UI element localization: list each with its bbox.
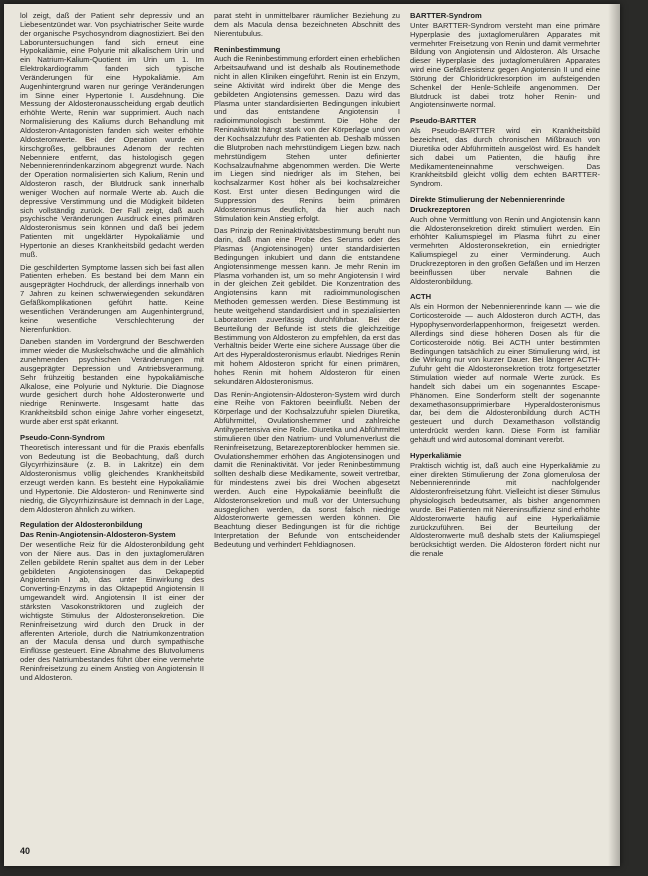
book-page [4, 4, 620, 866]
paragraph: Als ein Hormon der Nebennierenrinde kann — wie die Corticosteroide — auch Aldosteron durch ACTH, das Hypophysenvorderlappenhormon, freigesetzt werden. Allerdings sind diese höheren Dosen als für die Corticosteroide nötig. Bei ACTH unter bestimmten Bedingungen tatsächlich zu einer Stimulierung wird, ist die Wirkung nur von kurzer Dauer. Bei längerer ACTH-Zufuhr geht die Aldosteronsekretion trotz fortgesetzter Stimulation wieder auf normale Werte zurück. Es handelt sich dabei um ein sogenanntes Escape-Phänomen. Eine Sonderform stellt der sogenannte dexamethasonsupprimierbare Hyperaldosteronismus dar, bei dem die Aldosteronbildung durch ACTH gesteuert und durch Dexamethason vollständig unterdrückt werden kann. Diese Form ist familiär gehäuft und wird autosomal dominant vererbt. [410, 302, 600, 444]
paragraph: Auch die Reninbestimmung erfordert einen erheblichen Arbeitsaufwand und ist deshalb als Routinemethode nicht in allen Kliniken eingeführt. Renin ist ein Enzym, seine Aktivität wird indirekt über die Menge des gebildeten Angiotensins gemessen. Dazu wird das Plasma unter standardisierten Bedingungen inkubiert und das entstandene Angiotensin I radioimmunologisch bestimmt. Die Höhe der Reninaktivität hängt stark von der Körperlage und von der Kochsalzzufuhr des Patienten ab. Deshalb müssen die Blutproben nach mehrstündigem Liegen bzw. nach mehrstündigem Stehen unter definierter Kochsalzaufnahme abgenommen werden. Die Werte im Liegen sind niedriger als im Stehen, bei kochsalzarmer Kost höher als bei kochsalzreicher Kost. Erst unter diesen Bedingungen wird die Suppression des Renins beim primären Aldosteronismus deutlich, da hier auch nach Stimulation kein Anstieg erfolgt. [214, 54, 400, 223]
paragraph: Das Renin-Angiotensin-Aldosteron-System wird durch eine Reihe von Faktoren beeinflußt. Neben der Körperlage und der Kochsalzzufuhr spielen Diuretika, Abführmittel, Ovulationshemmer und zahlreiche Antihypertensiva eine Rolle. Diuretika und Abführmittel stimulieren über den Natrium- und Volumenverlust die Reninfreisetzung, Betarezeptorenblocker hemmen sie. Ovulationshemmer erhöhen das Angiotensinogen und damit die Reninaktivität. Vor jeder Reninbestimmung sollten deshalb diese Medikamente, soweit vertretbar, für mindestens zwei bis drei Wochen abgesetzt werden. Auch eine Hypokaliämie beeinflußt die Aldosteronsekretion und muß vor der Untersuchung ausgeglichen werden, da sonst falsch niedrige Aldosteronwerte gemessen werden können. Die Beachtung dieser Bedingungen ist für die richtige Interpretation der Befunde von entscheidender Bedeutung und verhindert Fehldiagnosen. [214, 389, 400, 549]
paragraph: Als Pseudo-BARTTER wird ein Krankheitsbild bezeichnet, das durch chronischen Mißbrauch von Diuretika oder Abführmitteln ausgelöst wird. Es handelt sich dabei um Patienten, die häufig ihre Medikamenteneinnahme verschweigen. Das Krankheitsbild gleicht völlig dem echten BARTTER-Syndrom. [410, 126, 600, 189]
subsection-heading: Das Renin-Angiotensin-Aldosteron-System [20, 530, 176, 540]
section-heading-continued: Druckrezeptoren [410, 204, 471, 214]
paragraph: Daneben standen im Vordergrund der Beschwerden immer wieder die Muskelschwäche und die allmählich zunehmenden psychischen Veränderungen mit ausgeprägter Depression und Antriebsverarmung. Sehr frühzeitig bestanden eine hypokaliämische Alkalose, eine Polyurie und Nykturie. Die Diagnose wurde gesichert durch hohe Aldosteronwerte und niedrige Reninwerte. Insgesamt hatte das Krankheitsbild schon einige Jahre vorher eingesetzt, wurde aber erst spät erkannt. [20, 337, 204, 426]
page-number: 40 [20, 846, 31, 856]
paragraph: Der wesentliche Reiz für die Aldosteronbildung geht von der Niere aus. Das in den juxtaglomerulären Zellen gebildete Renin spaltet aus dem in der Leber gebildeten Angiotensinogen das Dekapeptid Angiotensin I ab, das unter Einwirkung des Converting-Enzyms in das Oktapeptid Angiotensin II umgewandelt wird. Angiotensin II ist einer der stärksten Vasokonstriktoren und zugleich der wichtigste Stimulus der Aldosteronsekretion. Die Reninfreisetzung wird durch den Druck in der afferenten Arteriole, durch die Natriumkonzentration an der Macula densa und durch sympathische Einflüsse gesteuert. Eine Abnahme des Blutvolumens oder des Natriumbestandes führt über eine vermehrte Reninfreisetzung zu einem Anstieg von Angiotensin II und Aldosteron. [20, 540, 204, 682]
section-heading: BARTTER-Syndrom [410, 12, 482, 20]
paragraph: Die geschilderten Symptome lassen sich bei fast allen Patienten erheben. Es bestand bei dem Mann ein ausgeprägter Hochdruck, der allerdings innerhalb von 7 Jahren zu keinen schwerwiegenden sekundären Gefäßkomplikationen geführt hatte. Keine wesentlichen Veränderungen am Augenhintergrund, keine wesentliche Verschlechterung der Nierenfunktion. [20, 262, 204, 334]
text-column-left [20, 12, 204, 862]
page-edge-shadow [608, 4, 620, 866]
section-heading: Pseudo-Conn-Syndrom [20, 432, 105, 442]
text-column-right [410, 12, 600, 862]
section-heading: Reninbestimmung [214, 44, 281, 54]
paragraph: parat steht in unmittelbarer räumlicher Beziehung zu dem als Macula densa bezeichneten Abschnitt des Nierentubulus. [214, 12, 400, 38]
section-heading: Hyperkaliämie [410, 450, 462, 460]
paragraph: Auch ohne Vermittlung von Renin und Angiotensin kann die Aldosteronsekretion direkt stimuliert werden. Ein erhöhter Kaliumspiegel im Plasma führt zu einer vermehrten Aldosteronsekretion, ein erniedrigter Kaliumspiegel zu einer Verminderung. Auch Druckrezeptoren in den großen Gefäßen und im Herzen beeinflussen über nervale Bahnen die Aldosteronbildung. [410, 214, 600, 286]
paragraph: Unter BARTTER-Syndrom versteht man eine primäre Hyperplasie des juxtaglomerulären Apparates mit vermehrter Freisetzung von Renin und damit vermehrter Bildung von Angiotensin und Aldosteron. Als Ursache dieser Hyperplasie des juxtaglomerulären Apparates wird eine Gefäßresistenz gegen Angiotensin II und eine Störung der Chloridrückresorption im aufsteigenden Schenkel der Henle-Schleife angenommen. Der Blutdruck ist dabei trotz hoher Renin- und Angiotensinwerte normal. [410, 20, 600, 110]
paragraph: lol zeigt, daß der Patient sehr depressiv und an Liebesentzündet war. Von psychiatrischer Seite wurde der organische Psychosyndrom diagnostiziert. Bei den Laboruntersuchungen fand sich erneut eine Hypokaliämie, eine Polyurie mit alkalischem Urin und ein Natrium-Kalium-Quotient im Urin um 1. Im Elektrokardiogramm fanden sich typische Veränderungen für eine Hypokaliämie. Am Augenhintergrund waren nur geringe Veränderungen im Sinne einer Hypertonie I. Ausdehnung. Die Messung der Aldosteronausscheidung ergab deutlich erhöhte Werte, Renin war supprimiert. Auch nach Normalisierung des Kaliums durch Behandlung mit Aldosteron-Antagonisten fanden sich weiter erhöhte Aldosteronwerte. Bei der Operation wurde ein kirschgroßes, gelbbraunes Adenom der rechten Nebenniere entfernt, das histologisch gegen Nebennierenrindenkarzinom abgegrenzt wurde. Nach der Operation normalisierten sich Kalium, Renin und Aldosteron rasch, der Blutdruck sank innerhalb weniger Wochen auf normale Werte ab. Auch die depressive Verstimmung und die Müdigkeit bildeten sich vollständig zurück. Der Fall zeigt, daß auch psychische Veränderungen Ausdruck eines primären Aldosteronismus sein können und daß bei jedem Patienten mit ungeklärter Hypokaliämie und Hypertonie an dieses Krankheitsbild gedacht werden muß. [20, 12, 204, 259]
section-heading: ACTH [410, 292, 432, 302]
paragraph: Praktisch wichtig ist, daß auch eine Hyperkaliämie zu einer direkten Stimulierung der Zona glomerulosa der Nebennierenrinde mit nachfolgender Aldosteronfreisetzung führt. Vielleicht ist dieser Stimulus physiologisch bedeutsamer, als bisher angenommen wurde. Bei Patienten mit Niereninsuffizienz sind erhöhte Aldosteronwerte häufig auf eine Hyperkaliämie zurückzuführen. Bei der Beurteilung der Aldosteronwerte muß deshalb stets der Kaliumspiegel berücksichtigt werden. Die Aldosteron fördert nicht nur die renale [410, 460, 600, 559]
section-heading: Direkte Stimulierung der Nebennierenrinde [410, 195, 565, 205]
paragraph: Das Prinzip der Reninaktivitätsbestimmung beruht nun darin, daß man eine Probe des Serums oder des Plasmas (Angiotensinogen) unter standardisierten Bedingungen inkubiert und dann die entstandene Angiotensinmenge messen kann. Je mehr Renin im Plasma vorhanden ist, um so mehr Angiotensin I wird in der gleichen Zeit gebildet. Die Konzentration des Angiotensins kann mit radioimmunologischen Methoden gemessen werden. Diese Bestimmung ist heute weitgehend standardisiert und in spezialisierten Laboratorien zuverlässig durchführbar. Bei der Beurteilung der Befunde ist stets die gleichzeitige Bestimmung von Aldosteron zu empfehlen, da erst das Verhältnis beider Werte eine sichere Aussage über die Art des Hyperaldosteronismus erlaubt. Niedriges Renin mit hohem Aldosteron spricht für einen primären, hohes Renin mit hohem Aldosteron für einen sekundären Aldosteronismus. [214, 226, 400, 386]
section-heading: Pseudo-BARTTER [410, 116, 477, 126]
paragraph: Theoretisch interessant und für die Praxis ebenfalls von Bedeutung ist die Beobachtung, daß durch Glycyrrhizinsäure (z. B. in Lakritze) ein dem Aldosteronismus völlig gleichendes Krankheitsbild erzeugt werden kann. Es besteht eine Hypokaliämie und Hypertonie. Die Aldosteron- und Reninwerte sind niedrig, die Glycyrrhizinsäure ist demnach in der Lage, dem Aldosteron ähnlich zu wirken. [20, 442, 204, 514]
section-heading: Regulation der Aldosteronbildung [20, 520, 143, 530]
text-column-middle [214, 12, 400, 862]
